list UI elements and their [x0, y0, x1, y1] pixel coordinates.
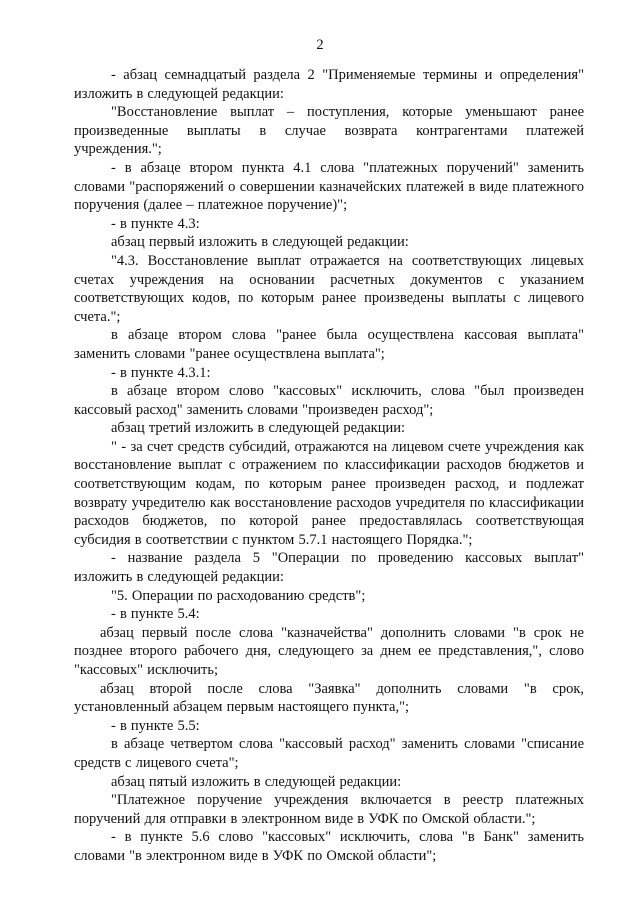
paragraph: - в абзаце втором пункта 4.1 слова "платежных поручений" заменить словами "распоряжений о совершении казначейских платежей в виде платежного поручения (далее – платежное поручение)"; — [74, 159, 584, 214]
paragraph: - в пункте 4.3: — [111, 215, 200, 232]
paragraph: абзац второй после слова "Заявка" дополнить словами "в срок, установленный абзацем первым настоящего пункта,"; — [74, 680, 584, 716]
paragraph: - в пункте 5.6 слово "кассовых" исключить, слова "в Банк" заменить словами "в электронном виде в УФК по Омской области"; — [74, 829, 584, 864]
paragraph: - в пункте 5.5: — [111, 717, 200, 734]
paragraph: в абзаце втором слово "кассовых" исключить, слова "был произведен кассовый расход" заменить словами "произведен расход"; — [74, 383, 584, 418]
paragraph: "Платежное поручение учреждения включается в реестр платежных поручений для отправки в электронном виде в УФК по Омской области."; — [74, 792, 584, 827]
paragraph: "4.3. Восстановление выплат отражается на соответствующих лицевых счетах учреждения на основании расчетных документов с указанием соответствующих кодов, по которым ранее произведены выплаты с лицевого счета."; — [74, 252, 584, 325]
paragraph: абзац пятый изложить в следующей редакции: — [111, 773, 402, 790]
paragraph: абзац первый изложить в следующей редакции: — [111, 234, 409, 251]
paragraph: "Восстановление выплат – поступления, которые уменьшают ранее произведенные выплаты в случае возврата контрагентами платежей учреждения."; — [74, 104, 584, 158]
paragraph: абзац первый после слова "казначейства" дополнить словами "в срок не позднее второго рабочего дня, следующего за днем ее представления,", слово "кассовых" исключить; — [74, 624, 584, 678]
paragraph: в абзаце четвертом слова "кассовый расход" заменить словами "списание средств с лицевого счета"; — [74, 736, 584, 771]
page-number: 2 — [316, 37, 324, 53]
paragraph: - в пункте 4.3.1: — [111, 364, 211, 381]
paragraph: "5. Операции по расходованию средств"; — [111, 587, 366, 604]
paragraph: - абзац семнадцатый раздела 2 "Применяемые термины и определения" изложить в следующей редакции: — [74, 67, 584, 102]
paragraph: абзац третий изложить в следующей редакции: — [111, 420, 406, 437]
document-body — [74, 66, 584, 866]
paragraph: - название раздела 5 "Операции по проведению кассовых выплат" изложить в следующей редакции: — [74, 550, 584, 586]
paragraph: " - за счет средств субсидий, отражаются на лицевом счете учреждения как восстановление выплат с отражением по классификации расходов бюджетов и соответствующим кодам, по которым ранее произведен расход, и подлежат возврату учредителю как восстановление расходов учредителя по классификации расходов бюджетов, по которой ранее предоставлялась соответствующая субсидия в соответствии с пунктом 5.7.1 настоящего Порядка."; — [74, 438, 584, 548]
paragraph: в абзаце втором слова "ранее была осуществлена кассовая выплата" заменить словами "ранее осуществлена выплата"; — [74, 327, 584, 362]
paragraph: - в пункте 5.4: — [111, 606, 200, 623]
